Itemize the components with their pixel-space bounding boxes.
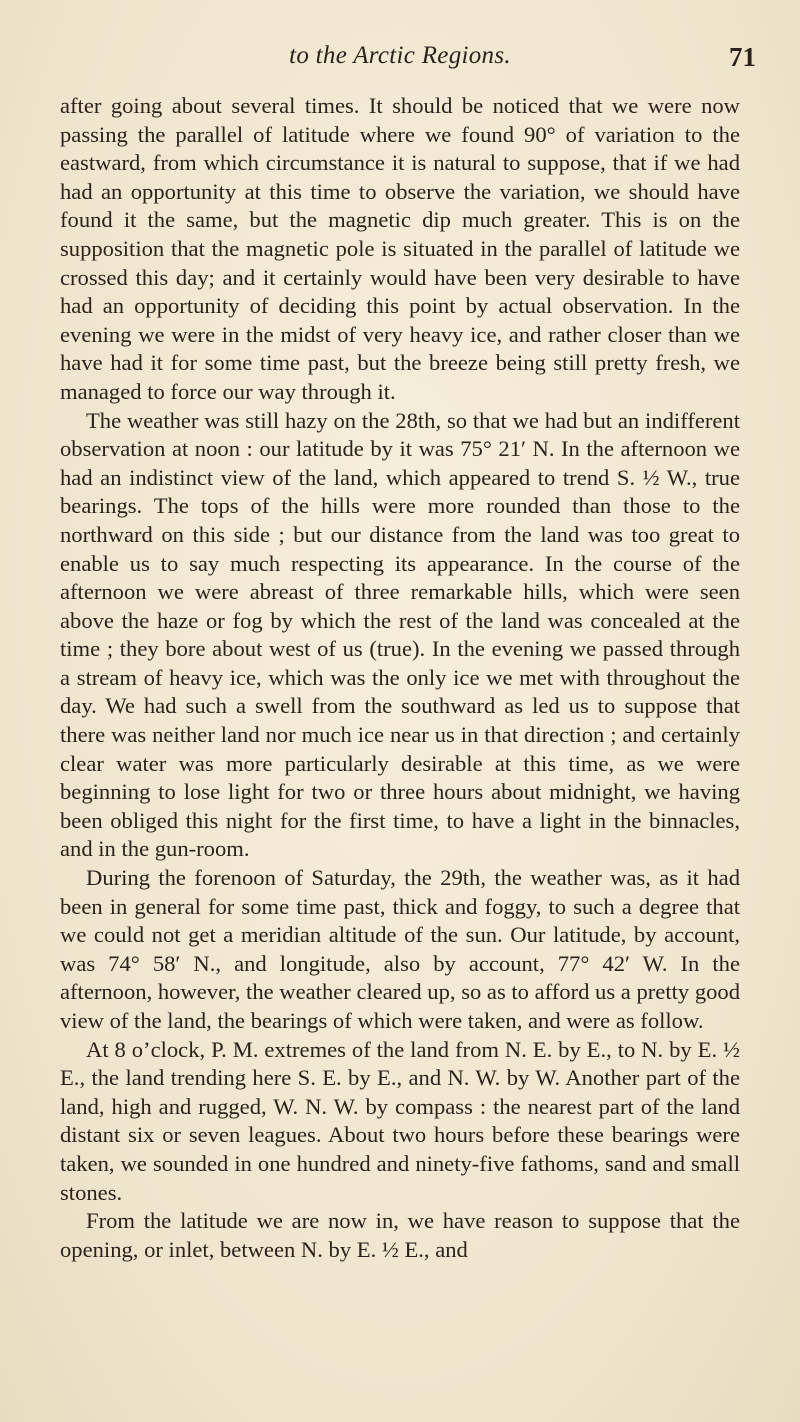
page-number: 71 bbox=[729, 42, 756, 72]
running-title: to the Arctic Regions. bbox=[289, 42, 511, 69]
paragraph-4: At 8 o’clock, P. M. extremes of the land from N. E. by E., to N. by E. ½ E., the land trending here S. E. by E., and N. W. by W. Another part of the land, high and rugged, W. N. W. by compass : the nearest part of the land distant six or seven leagues. About two hours before these bearings were taken, we sounded in one hundred and ninety-five fathoms, sand and small stones. bbox=[60, 1036, 740, 1205]
paragraph-2: The weather was still hazy on the 28th, so that we had but an indifferent observation at noon : our latitude by it was 75° 21′ N. In the afternoon we had an indistinct view of the land, which appeared to trend S. ½ W., true bearings. The tops of the hills were more rounded than those to the northward on this side ; but our distance from the land was too great to enable us to say much respecting its appearance. In the course of the afternoon we were abreast of three remarkable hills, which were seen above the haze or fog by which the rest of the land was concealed at the time ; they bore about west of us (true). In the evening we passed through a stream of heavy ice, which was the only ice we met with throughout the day. We had such a swell from the southward as led us to suppose that there was neither land nor much ice near us in that direction ; and certainly clear water was more particularly desirable at this time, as we were beginning to lose light for two or three hours about midnight, we having been obliged this night for the first time, to have a light in the binnacles, and in the gun-room. bbox=[60, 407, 740, 862]
paragraph-1: after going about several times. It should be noticed that we were now passing the parallel of latitude where we found 90° of variation to the eastward, from which circumstance it is natural to suppose, that if we had had an opportunity at this time to observe the variation, we should have found it the same, but the magnetic dip much greater. This is on the supposition that the magnetic pole is situated in the parallel of latitude we crossed this day; and it certainly would have been very desirable to have had an opportunity of deciding this point by actual observation. In the evening we were in the midst of very heavy ice, and rather closer than we have had it for some time past, but the breeze being still pretty fresh, we managed to force our way through it. bbox=[60, 93, 740, 404]
paragraph-5: From the latitude we are now in, we have reason to suppose that the opening, or inlet, between N. by E. ½ E., and bbox=[60, 1208, 740, 1262]
running-head bbox=[0, 42, 800, 82]
body-text bbox=[60, 92, 740, 1264]
paragraph-3: During the forenoon of Saturday, the 29th, the weather was, as it had been in general for some time past, thick and foggy, to such a degree that we could not get a meridian altitude of the sun. Our latitude, by account, was 74° 58′ N., and longitude, also by account, 77° 42′ W. In the afternoon, however, the weather cleared up, so as to afford us a pretty good view of the land, the bearings of which were taken, and were as follow. bbox=[60, 865, 741, 1033]
